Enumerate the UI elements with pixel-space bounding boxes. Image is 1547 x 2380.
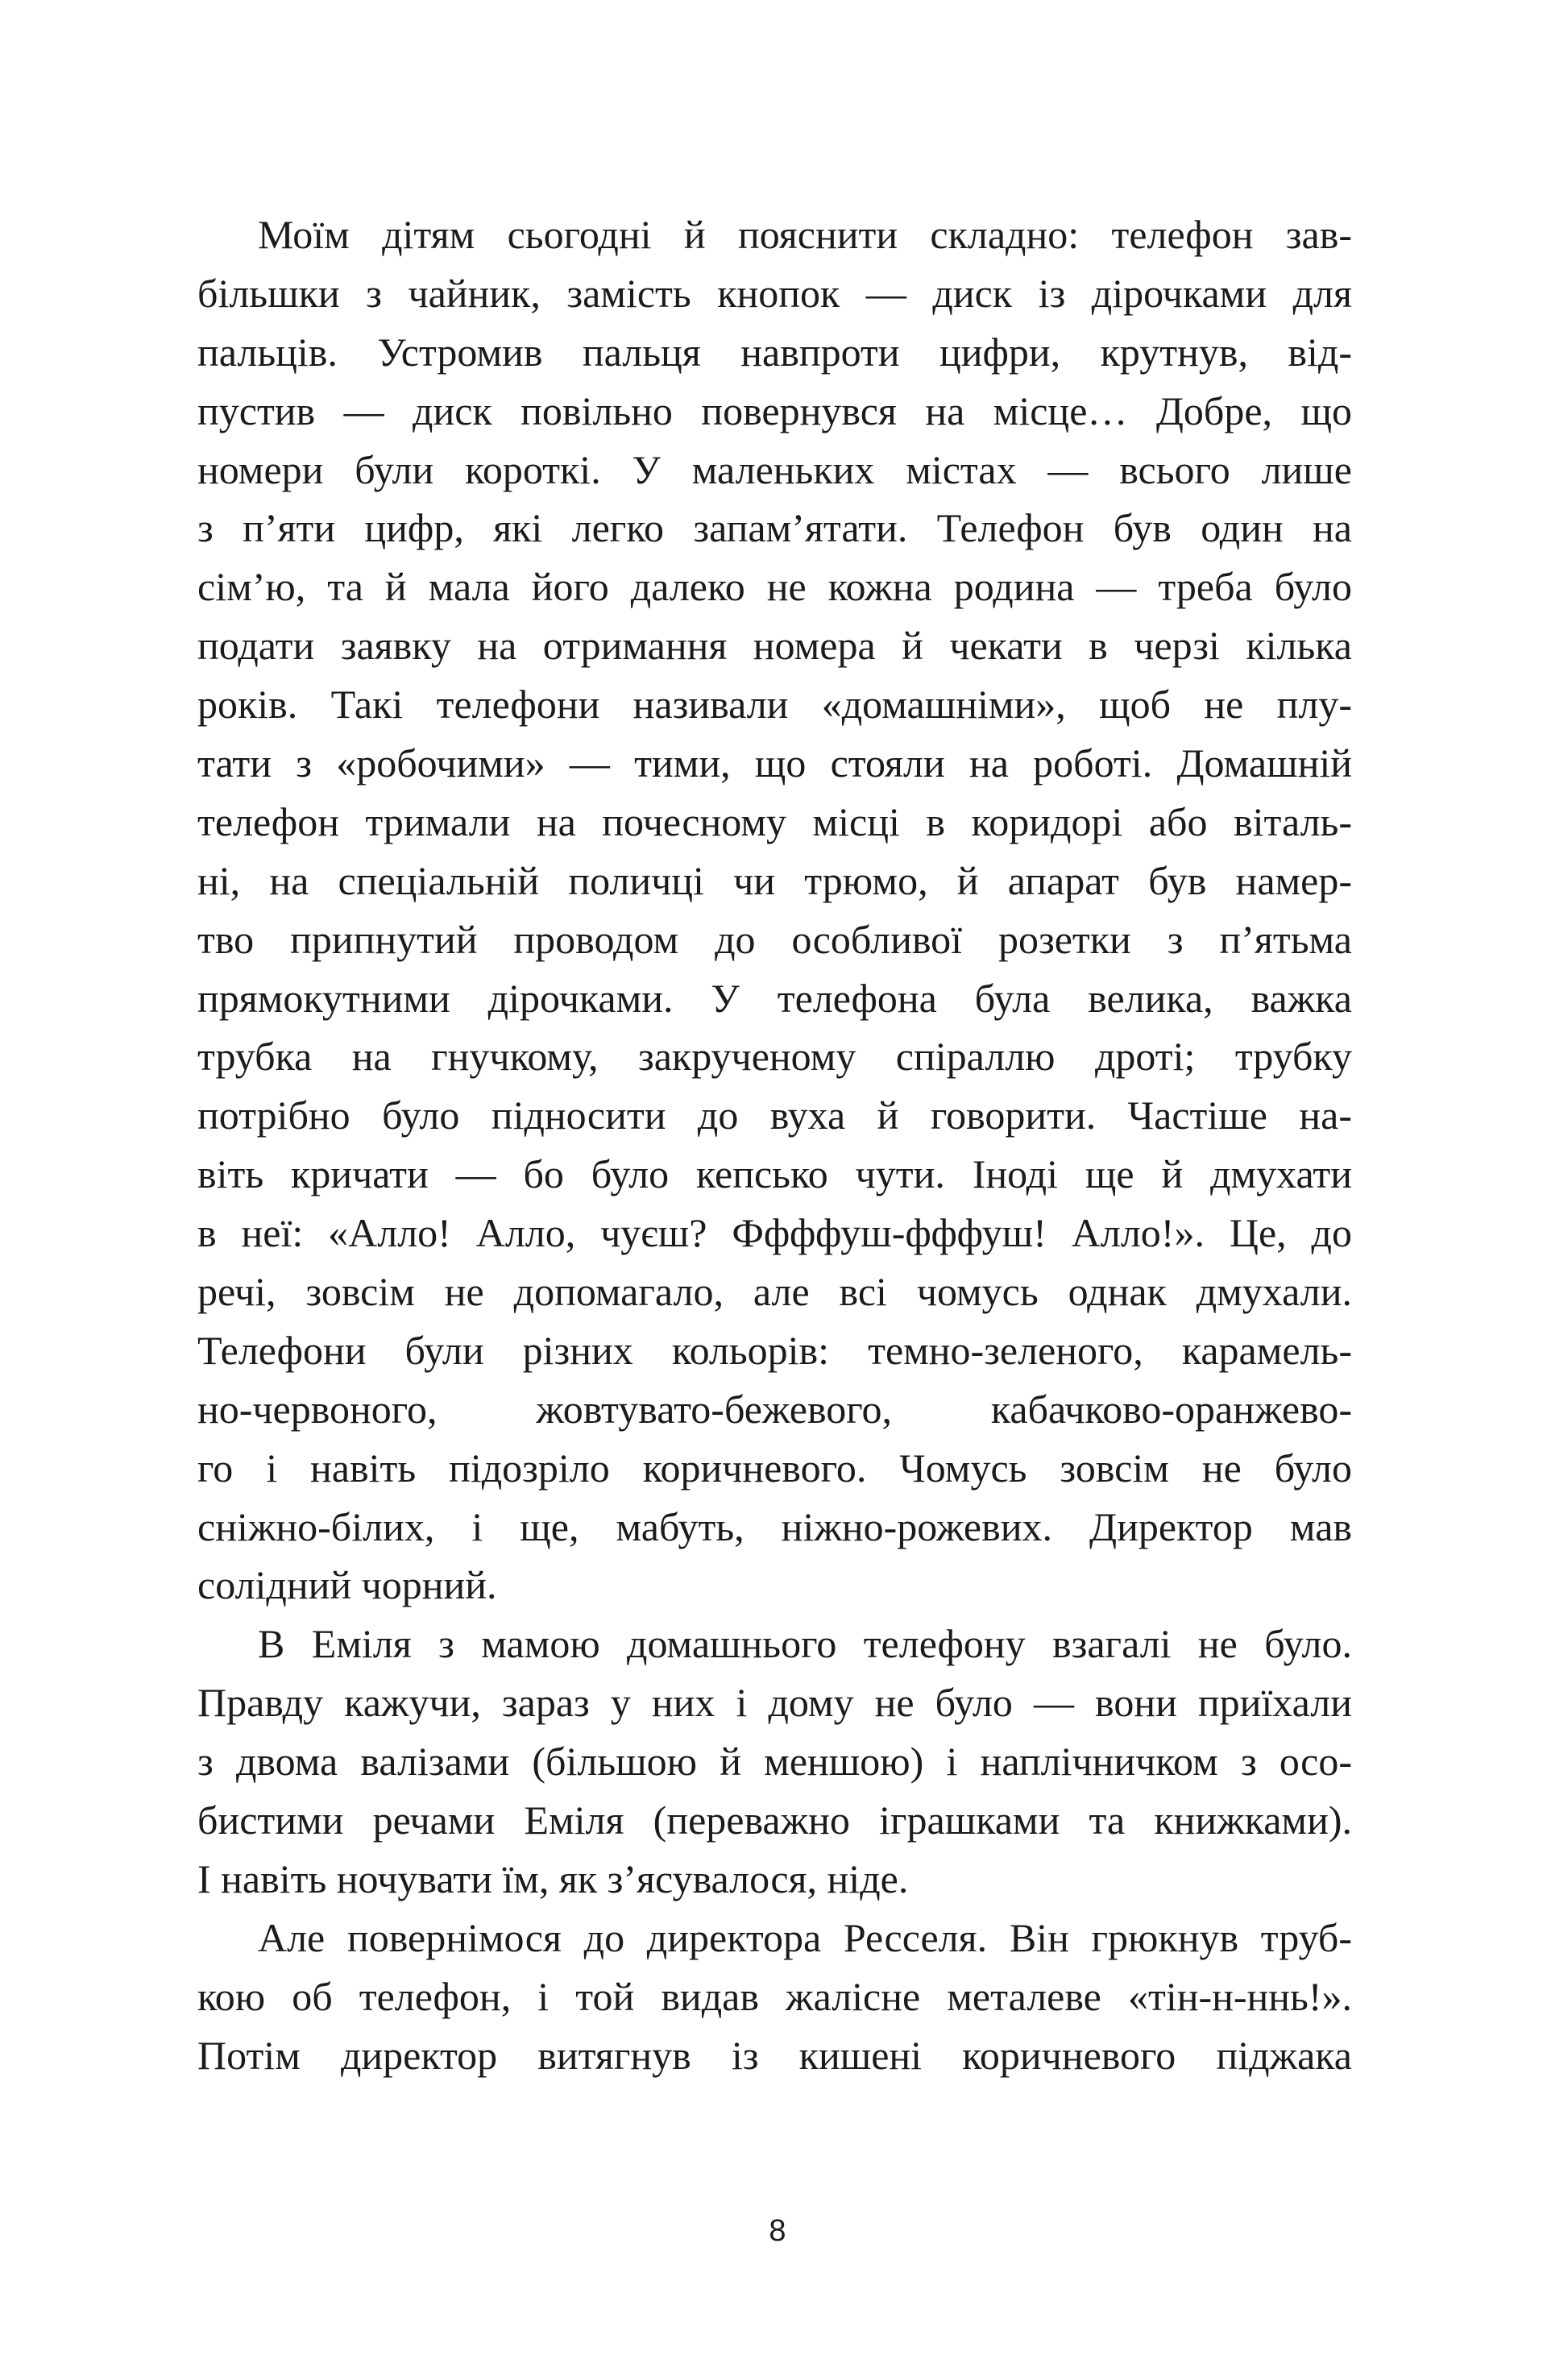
text-line-content: подати заявку на отримання номера й чекати в черзі кілька	[197, 623, 1352, 669]
text-line-content: сніжно-білих, і ще, мабуть, ніжно-рожевих. Директор мав	[197, 1503, 1352, 1549]
body-text	[197, 205, 1352, 2085]
text-line	[197, 969, 1352, 1028]
text-line-content: віть кричати — бо було кепсько чути. Іноді ще й дмухати	[197, 1151, 1352, 1197]
text-line-content: трубка на гнучкому, закрученому спіраллю дроті; трубку	[197, 1034, 1352, 1080]
text-line	[197, 499, 1352, 558]
text-line	[197, 2026, 1352, 2085]
text-line	[197, 441, 1352, 500]
text-line	[197, 1263, 1352, 1321]
text-line	[197, 675, 1352, 734]
text-line-content: речі, зовсім не допомагало, але всі чомусь однак дмухали.	[197, 1269, 1352, 1315]
text-line-content: пальців. Устромив пальця навпроти цифри, крутнув, від-	[197, 329, 1352, 375]
text-line-content: ні, на спеціальній поличці чи трюмо, й апарат був намер-	[197, 857, 1352, 903]
text-line-content: в неї: «Алло! Алло, чуєш? Ффффуш-фффуш! Алло!». Це, до	[197, 1210, 1352, 1256]
text-line	[197, 734, 1352, 793]
text-line-content: Але повернімося до директора Ресселя. Він грюкнув труб-	[258, 1914, 1352, 1960]
text-line-content: Правду кажучи, зараз у них і дому не було — вони приїхали	[197, 1680, 1352, 1726]
text-line	[197, 1732, 1352, 1791]
text-line	[197, 1556, 1352, 1615]
text-line	[197, 1145, 1352, 1204]
text-line	[197, 382, 1352, 441]
text-line	[197, 1321, 1352, 1380]
text-line-content: років. Такі телефони називали «домашніми», щоб не плу-	[197, 682, 1352, 728]
text-line-content: бистими речами Еміля (переважно іграшками та книжками).	[197, 1797, 1352, 1843]
text-line-content: потрібно було підносити до вуха й говорити. Частіше на-	[197, 1093, 1352, 1138]
text-line	[197, 1439, 1352, 1498]
text-line-content: номери були короткі. У маленьких містах — всього лише	[197, 446, 1352, 492]
text-line	[197, 323, 1352, 382]
text-line-content: з п’яти цифр, які легко запам’ятати. Телефон був один на	[197, 505, 1352, 551]
text-line	[197, 558, 1352, 616]
text-line-content: сім’ю, та й мала його далеко не кожна родина — треба було	[197, 564, 1352, 610]
paragraph	[197, 205, 1352, 1615]
text-line-content: більшки з чайник, замість кнопок — диск із дірочками для	[197, 270, 1352, 316]
text-line	[197, 793, 1352, 852]
text-line-content: кою об телефон, і той видав жалісне металеве «тін-н-ннь!».	[197, 1973, 1352, 2019]
text-line	[197, 616, 1352, 675]
text-line	[197, 1204, 1352, 1263]
text-line-content: І навіть ночувати їм, як з’ясувалося, ніде.	[197, 1855, 909, 1901]
text-line-content: го і навіть підозріло коричневого. Чомусь зовсім не було	[197, 1445, 1352, 1491]
text-line-content: В Еміля з мамою домашнього телефону взагалі не було.	[258, 1621, 1352, 1667]
text-line-content: телефон тримали на почесному місці в коридорі або віталь-	[197, 798, 1352, 844]
text-line-content: Потім директор витягнув із кишені коричневого піджака	[197, 2032, 1352, 2078]
text-line	[197, 205, 1352, 264]
text-line	[197, 1086, 1352, 1145]
text-line-content: тво припнутий проводом до особливої розетки з п’ятьма	[197, 916, 1352, 962]
text-line-content: Моїм дітям сьогодні й пояснити складно: телефон зав-	[258, 212, 1352, 257]
text-line	[197, 1791, 1352, 1850]
text-line	[197, 1967, 1352, 2026]
text-line	[197, 264, 1352, 323]
text-line-content: з двома валізами (більшою й меншою) і наплічничком з осо-	[197, 1739, 1352, 1785]
text-line	[197, 1850, 1352, 1909]
text-line	[197, 1909, 1352, 1967]
text-line-content: солідний чорний.	[197, 1562, 497, 1608]
paragraph	[197, 1909, 1352, 2085]
text-line-content: тати з «робочими» — тими, що стояли на роботі. Домашній	[197, 740, 1352, 786]
page-number: 8	[769, 2214, 786, 2248]
text-line	[197, 1498, 1352, 1557]
text-line-content: прямокутними дірочками. У телефона була велика, важка	[197, 975, 1352, 1021]
text-line	[197, 1673, 1352, 1732]
text-line	[197, 1380, 1352, 1439]
text-line	[197, 910, 1352, 969]
text-line	[197, 1615, 1352, 1673]
text-line-content: Телефони були різних кольорів: темно-зеленого, карамель-	[197, 1327, 1352, 1373]
text-line	[197, 852, 1352, 910]
text-line-content: пустив — диск повільно повернувся на місце… Добре, що	[197, 388, 1352, 433]
text-line-content: но-червоного, жовтувато-бежевого, кабачково-оранжево-	[197, 1386, 1352, 1432]
paragraph	[197, 1615, 1352, 1908]
text-line	[197, 1027, 1352, 1086]
